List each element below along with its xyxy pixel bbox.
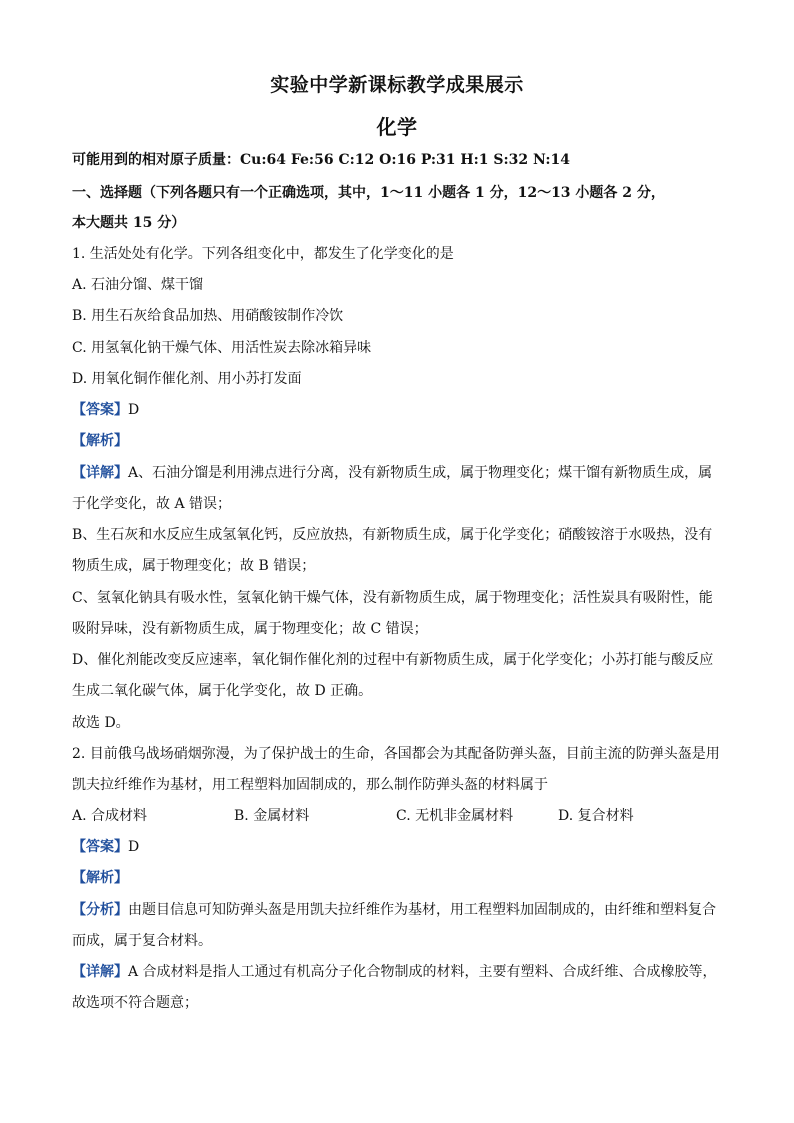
- q1-option-d: D. 用氧化铜作催化剂、用小苏打发面: [72, 371, 302, 387]
- q1-detail-line: 物质生成，属于物理变化；故 B 错误；: [72, 558, 316, 574]
- q1-conclusion: 故选 D。: [72, 715, 130, 731]
- analysis-label: 【解析】: [72, 870, 128, 886]
- subject-title: 化学: [376, 115, 418, 139]
- fenxi-label: 【分析】: [72, 902, 128, 918]
- detail-label: 【详解】: [72, 465, 128, 481]
- analysis-label: 【解析】: [72, 433, 128, 449]
- section-heading-line2: 本大题共 15 分）: [72, 215, 186, 231]
- q2-detail-line: 故选项不符合题意；: [72, 995, 198, 1011]
- q1-detail-line: B、生石灰和水反应生成氢氧化钙，反应放热，有新物质生成，属于化学变化；硝酸铵溶于水吸热，没有: [72, 527, 713, 543]
- q2-detail-line: 【详解】A 合成材料是指人工通过有机高分子化合物制成的材料，主要有塑料、合成纤维、合成橡胶等，: [72, 964, 717, 980]
- page-title: 实验中学新课标教学成果展示: [270, 74, 524, 96]
- q1-answer: [72, 400, 732, 420]
- q1-detail-line: 生成二氧化碳气体，属于化学变化，故 D 正确。: [72, 683, 373, 699]
- answer-label: 【答案】: [72, 839, 128, 855]
- detail-label: 【详解】: [72, 964, 128, 980]
- q1-stem: 1. 生活处处有化学。下列各组变化中，都发生了化学变化的是: [72, 246, 454, 262]
- q2-stem-line1: 2. 目前俄乌战场硝烟弥漫，为了保护战士的生命，各国都会为其配备防弹头盔，目前主流的防弹头盔是用: [72, 746, 720, 762]
- q1-option-b: B. 用生石灰给食品加热、用硝酸铵制作冷饮: [72, 308, 344, 324]
- q1-detail-line: D、催化剂能改变反应速率，氧化铜作催化剂的过程中有新物质生成，属于化学变化；小苏打能与酸反应: [72, 652, 714, 668]
- q1-option-a: A. 石油分馏、煤干馏: [72, 277, 204, 293]
- atomic-masses: 可能用到的相对原子质量：Cu:64 Fe:56 C:12 O:16 P:31 H:1 S:32 N:14: [72, 152, 570, 168]
- q2-option-a: A. 合成材料: [72, 808, 148, 824]
- q2-analysis-heading: [72, 868, 732, 888]
- q2-stem-line2: 凯夫拉纤维作为基材，用工程塑料加固制成的，那么制作防弹头盔的材料属于: [72, 777, 548, 793]
- answer-label: 【答案】: [72, 402, 128, 418]
- section-heading-line1: 一、选择题（下列各题只有一个正确选项，其中，1～11 小题各 1 分，12～13 小题各 2 分，: [72, 185, 665, 201]
- answer-value: D: [128, 402, 140, 418]
- q2-option-d: D. 复合材料: [558, 808, 634, 824]
- q1-detail-line: 于化学变化，故 A 错误；: [72, 496, 232, 512]
- answer-value: D: [128, 839, 140, 855]
- q2-options: [72, 806, 732, 826]
- q2-option-b: B. 金属材料: [234, 808, 310, 824]
- q1-detail-line: C、氢氧化钠具有吸水性，氢氧化钠干燥气体，没有新物质生成，属于物理变化；活性炭具有吸附性，能: [72, 590, 713, 606]
- q1-option-c: C. 用氢氧化钠干燥气体、用活性炭去除冰箱异味: [72, 340, 372, 356]
- q1-detail-line: 【详解】A、石油分馏是利用沸点进行分离，没有新物质生成，属于物理变化；煤干馏有新物质生成，属: [72, 465, 713, 481]
- q2-answer: [72, 837, 732, 857]
- q1-analysis-heading: [72, 431, 732, 451]
- q2-option-c: C. 无机非金属材料: [396, 808, 514, 824]
- q2-fenxi-line: 而成，属于复合材料。: [72, 933, 212, 949]
- q1-detail-line: 吸附异味，没有新物质生成，属于物理变化；故 C 错误；: [72, 621, 428, 637]
- q2-fenxi-line: 【分析】由题目信息可知防弹头盔是用凯夫拉纤维作为基材，用工程塑料加固制成的，由纤维和塑料复合: [72, 902, 716, 918]
